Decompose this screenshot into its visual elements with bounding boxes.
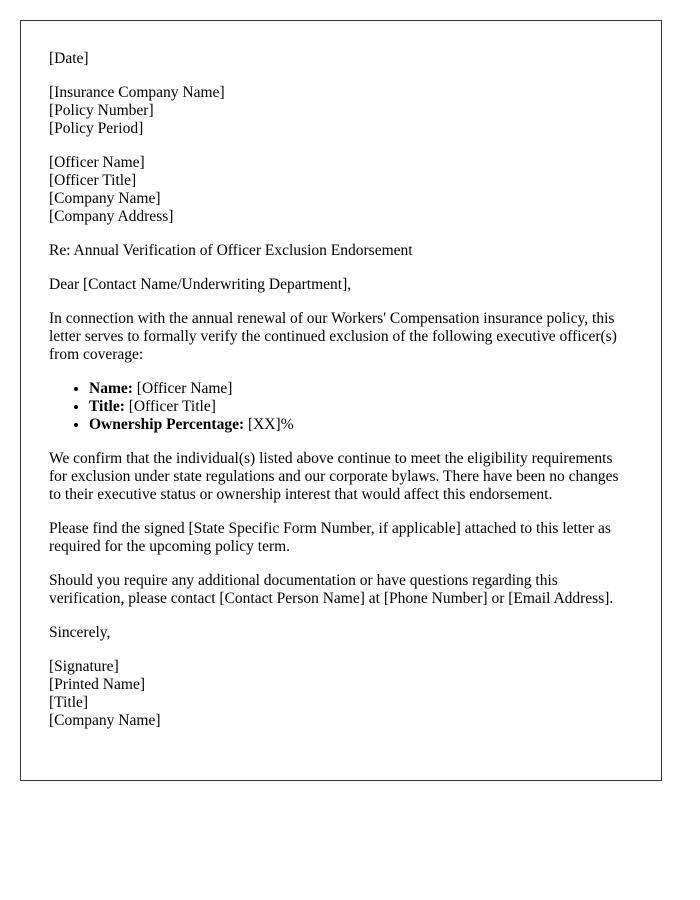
- company-address: [Company Address]: [49, 208, 174, 225]
- policy-number: [Policy Number]: [49, 102, 154, 119]
- officer-detail-ownership: [89, 416, 633, 434]
- officer-details-list: [49, 380, 633, 434]
- detail-value: [Officer Name]: [132, 380, 233, 397]
- closing: Sincerely,: [49, 624, 111, 641]
- contact-paragraph: Should you require any additional documentation or have questions regarding this verification, please contact [Contact Person Name] at [Phone Number] or [Email Address].: [49, 572, 614, 607]
- policy-period: [Policy Period]: [49, 120, 144, 137]
- attachment-paragraph: Please find the signed [State Specific Form Number, if applicable] attached to this letter as required for the upcoming policy term.: [49, 520, 611, 555]
- detail-label: Ownership Percentage:: [89, 416, 245, 433]
- confirmation-paragraph: We confirm that the individual(s) listed above continue to meet the eligibility requirements for exclusion under state regulations and our corporate bylaws. There have been no changes to their executive status or ownership interest that would affect this endorsement.: [49, 450, 619, 503]
- signer-title: [Title]: [49, 694, 89, 711]
- detail-label: Name:: [89, 380, 133, 397]
- intro-paragraph: In connection with the annual renewal of our Workers' Compensation insurance policy, this letter serves to formally verify the continued exclusion of the following executive officer(s) from coverage:: [49, 310, 617, 363]
- signature-block: [49, 658, 633, 730]
- detail-label: Title:: [89, 398, 125, 415]
- detail-value: [Officer Title]: [124, 398, 216, 415]
- signature: [Signature]: [49, 658, 119, 675]
- officer-detail-name: [89, 380, 633, 398]
- sender-block: [49, 154, 633, 226]
- letter-date: [Date]: [49, 50, 89, 67]
- letter-document: [20, 20, 662, 781]
- salutation: Dear [Contact Name/Underwriting Department],: [49, 276, 352, 293]
- detail-value: [XX]%: [244, 416, 294, 433]
- officer-title: [Officer Title]: [49, 172, 137, 189]
- officer-detail-title: [89, 398, 633, 416]
- company-name: [Company Name]: [49, 190, 161, 207]
- officer-name: [Officer Name]: [49, 154, 145, 171]
- date-block: [49, 50, 633, 68]
- insurance-company-name: [Insurance Company Name]: [49, 84, 225, 101]
- subject-line: Re: Annual Verification of Officer Exclusion Endorsement: [49, 242, 413, 259]
- printed-name: [Printed Name]: [49, 676, 145, 693]
- recipient-block: [49, 84, 633, 138]
- signer-company: [Company Name]: [49, 712, 161, 729]
